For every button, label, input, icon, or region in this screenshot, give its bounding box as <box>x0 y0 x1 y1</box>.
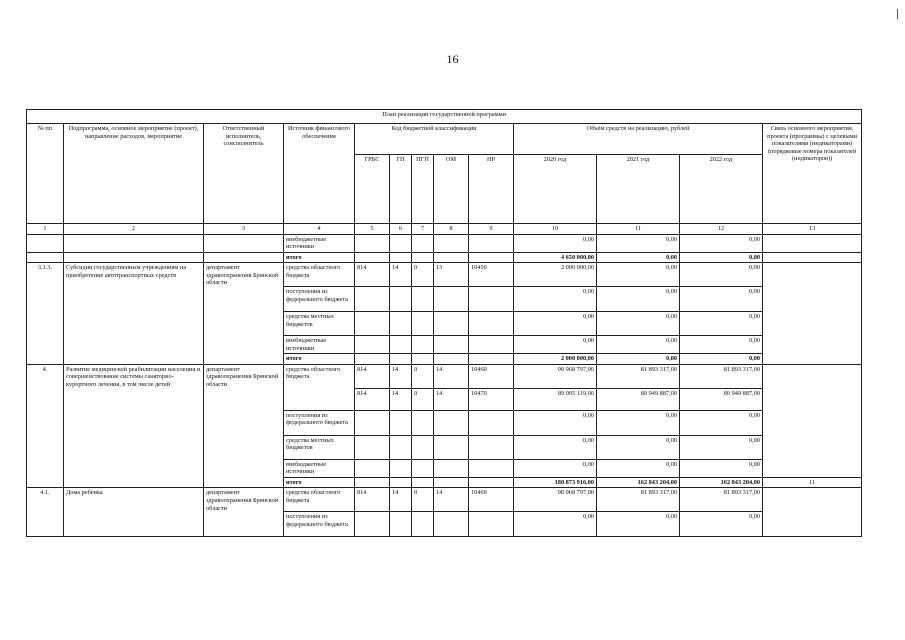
table-row <box>27 263 862 287</box>
amount-2021: 0,00 <box>597 234 680 252</box>
activity-name: Субсидии государственным учреждениям на приобретение автотранспортных средств <box>64 263 204 365</box>
source-cell: поступления из федерального бюджета <box>284 287 355 312</box>
subheader-nr: НР <box>469 155 514 224</box>
amount-2021: 0,00 <box>597 354 680 365</box>
amount-2022: 0,00 <box>680 263 763 287</box>
header-name: Подпрограмма, основное мероприятие (проект), направление расходов, мероприятие <box>64 124 204 224</box>
table-row <box>27 234 862 252</box>
table-title: План реализации государственной программи <box>27 110 862 124</box>
executor-cell: департамент здравоохранения Брянской области <box>204 488 284 537</box>
subheader-om: ОМ <box>434 155 469 224</box>
gp-code: 14 <box>390 388 412 410</box>
gp-code: 14 <box>390 364 412 388</box>
nr-code: 10460 <box>469 488 514 512</box>
source-cell: поступления из федерального бюджета <box>284 410 355 435</box>
grbs-code: 814 <box>355 488 390 512</box>
amount-2020: 0,00 <box>514 234 597 252</box>
subheader-2021: 2021 год <box>597 155 680 224</box>
column-number: 12 <box>680 224 763 235</box>
program-plan-table <box>26 109 862 537</box>
amount-2020: 0,00 <box>514 459 597 477</box>
amount-2021: 0,00 <box>597 263 680 287</box>
om-code: 14 <box>434 364 469 388</box>
column-number: 10 <box>514 224 597 235</box>
pgp-code: 0 <box>412 263 434 287</box>
amount-2020: 90 968 797,00 <box>514 488 597 512</box>
nr-code: 10450 <box>469 263 514 287</box>
column-number: 5 <box>355 224 390 235</box>
pgp-code: 0 <box>412 364 434 388</box>
table-row <box>27 364 862 388</box>
amount-2021: 0,00 <box>597 252 680 263</box>
source-cell: поступления из федерального бюджета <box>284 512 355 537</box>
amount-2022: 0,00 <box>680 312 763 336</box>
grbs-code: 814 <box>355 263 390 287</box>
source-cell: итого <box>284 252 355 263</box>
amount-2021: 0,00 <box>597 459 680 477</box>
column-number: 13 <box>763 224 862 235</box>
amount-2022: 80 949 887,00 <box>680 388 763 410</box>
amount-2022: 0,00 <box>680 459 763 477</box>
amount-2021: 81 893 317,00 <box>597 364 680 388</box>
row-number: 4. <box>27 364 64 488</box>
subheader-gp: ГП <box>390 155 412 224</box>
subheader-2020: 2020 год <box>514 155 597 224</box>
amount-2020: 0,00 <box>514 410 597 435</box>
source-cell: средства областного бюджета <box>284 263 355 287</box>
amount-2022: 0,00 <box>680 435 763 459</box>
indicator-link: 11 <box>763 477 862 488</box>
amount-2020: 180 873 916,00 <box>514 477 597 488</box>
header-num: № пп <box>27 124 64 224</box>
nr-code: 10470 <box>469 388 514 410</box>
executor-cell: департамент здравоохранения Брянской области <box>204 263 284 365</box>
amount-2022: 81 893 317,00 <box>680 364 763 388</box>
source-cell: внебюджетные источники <box>284 459 355 477</box>
column-number-row <box>27 224 862 235</box>
source-cell: средства областного бюджета <box>284 488 355 512</box>
amount-2022: 162 843 204,00 <box>680 477 763 488</box>
amount-2020: 0,00 <box>514 435 597 459</box>
amount-2021: 0,00 <box>597 312 680 336</box>
amount-2021: 162 843 204,00 <box>597 477 680 488</box>
amount-2022: 0,00 <box>680 234 763 252</box>
amount-2021: 80 949 887,00 <box>597 388 680 410</box>
activity-name: Развитие медицинской реабилитации населения и совершенствование системы санаторно-курортного лечения, в том числе детей <box>64 364 204 488</box>
amount-2022: 0,00 <box>680 354 763 365</box>
amount-2021: 81 893 317,00 <box>597 488 680 512</box>
subheader-grbs: ГРБС <box>355 155 390 224</box>
source-cell: средства областного бюджета <box>284 364 355 410</box>
amount-2021: 0,00 <box>597 512 680 537</box>
grbs-code: 814 <box>355 388 390 410</box>
amount-2022: 0,00 <box>680 287 763 312</box>
executor-cell: департамент здравоохранения Брянской области <box>204 364 284 488</box>
column-number: 9 <box>469 224 514 235</box>
nr-code: 10460 <box>469 364 514 388</box>
header-kbk: Код бюджетной классификации <box>355 124 514 155</box>
amount-2020: 0,00 <box>514 336 597 354</box>
column-number: 8 <box>434 224 469 235</box>
column-number: 2 <box>64 224 204 235</box>
gp-code: 14 <box>390 488 412 512</box>
activity-name: Дома ребенка <box>64 488 204 537</box>
subheader-pgp: ПГП <box>412 155 434 224</box>
amount-2020: 4 650 000,00 <box>514 252 597 263</box>
amount-2020: 2 000 000,00 <box>514 354 597 365</box>
column-number: 3 <box>204 224 284 235</box>
header-link: Связь основного мероприятия, проекта (программы) с целевыми показателями (индикаторами) (порядковые номера показателей (индикаторов)) <box>763 124 862 224</box>
amount-2021: 0,00 <box>597 336 680 354</box>
amount-2021: 0,00 <box>597 410 680 435</box>
row-number: 4.1. <box>27 488 64 537</box>
amount-2022: 0,00 <box>680 410 763 435</box>
grbs-code: 814 <box>355 364 390 388</box>
column-number: 4 <box>284 224 355 235</box>
pgp-code: 0 <box>412 388 434 410</box>
subheader-2022: 2022 год <box>680 155 763 224</box>
column-number: 11 <box>597 224 680 235</box>
amount-2020: 2 000 000,00 <box>514 263 597 287</box>
amount-2022: 81 893 317,00 <box>680 488 763 512</box>
source-cell: средства местных бюджетов <box>284 312 355 336</box>
amount-2020: 0,00 <box>514 287 597 312</box>
header-source: Источник финансового обеспечения <box>284 124 355 224</box>
source-cell: итого <box>284 354 355 365</box>
source-cell: внебюджетные источники <box>284 336 355 354</box>
column-number: 7 <box>412 224 434 235</box>
pgp-code: 0 <box>412 488 434 512</box>
om-code: 14 <box>434 488 469 512</box>
amount-2020: 0,00 <box>514 312 597 336</box>
source-cell: итого <box>284 477 355 488</box>
row-number: 3.1.3. <box>27 263 64 365</box>
total-row <box>27 252 862 263</box>
table-row <box>27 488 862 512</box>
amount-2022: 0,00 <box>680 512 763 537</box>
source-cell: средства местных бюджетов <box>284 435 355 459</box>
source-cell: внебюджетные источники <box>284 234 355 252</box>
amount-2021: 0,00 <box>597 435 680 459</box>
amount-2022: 0,00 <box>680 252 763 263</box>
header-executor: Ответственный исполнитель, соисполнитель <box>204 124 284 224</box>
column-number: 6 <box>390 224 412 235</box>
page-number: 16 <box>446 52 459 66</box>
header-funds: Объём средств на реализацию, рублей <box>514 124 763 155</box>
amount-2020: 90 968 797,00 <box>514 364 597 388</box>
om-code: 14 <box>434 388 469 410</box>
column-number: 1 <box>27 224 64 235</box>
amount-2021: 0,00 <box>597 287 680 312</box>
amount-2022: 0,00 <box>680 336 763 354</box>
amount-2020: 0,00 <box>514 512 597 537</box>
gp-code: 14 <box>390 263 412 287</box>
scan-edge-mark <box>897 9 898 19</box>
om-code: 13 <box>434 263 469 287</box>
amount-2020: 89 905 119,00 <box>514 388 597 410</box>
